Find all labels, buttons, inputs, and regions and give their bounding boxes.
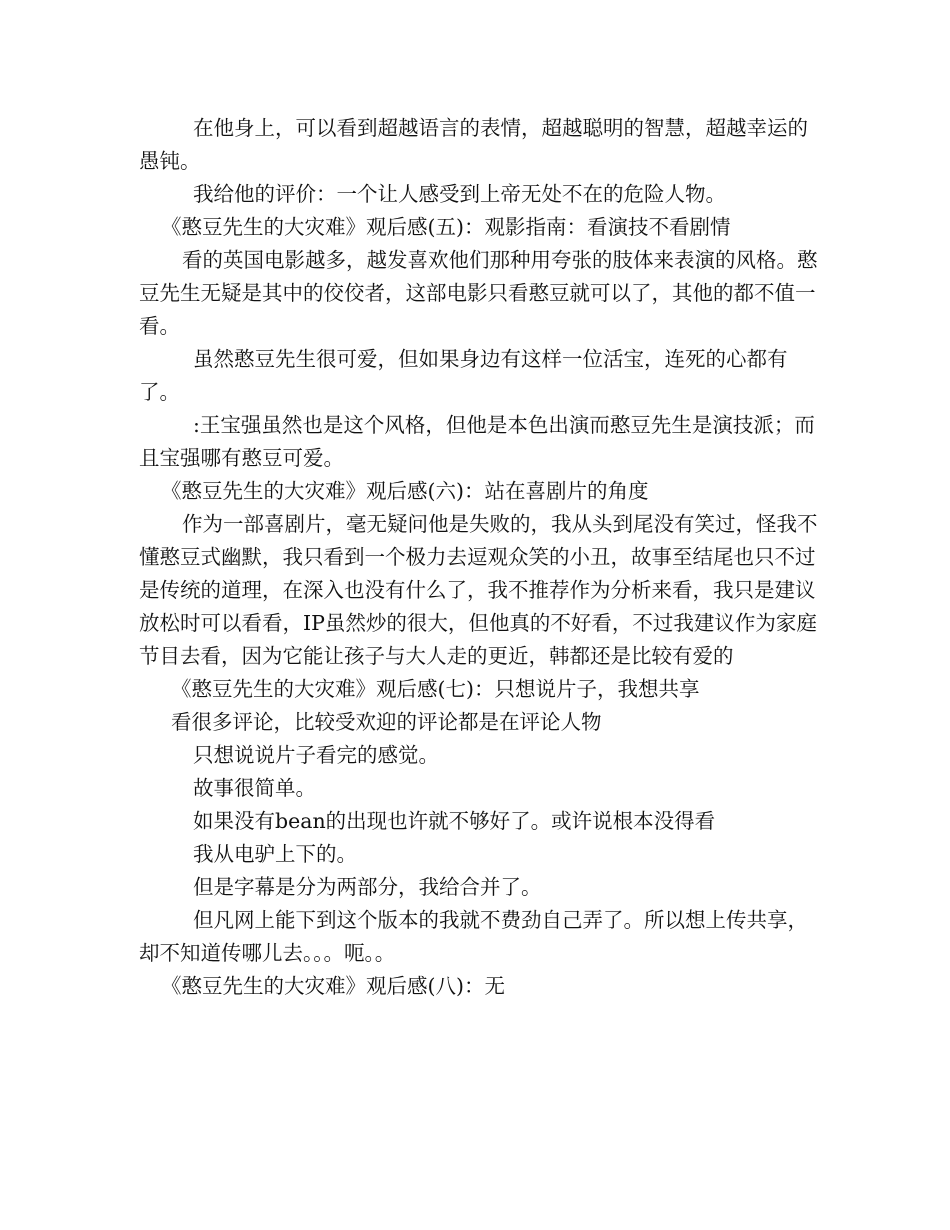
paragraph-9: 故事很简单。 xyxy=(193,776,316,800)
paragraph-5: :王宝强虽然也是这个风格，但他是本色出演而憨豆先生是演技派；而且宝强哪有憨豆可爱。 xyxy=(139,413,815,470)
paragraph-10: 如果没有bean的出现也许就不够好了。或许说根本没得看 xyxy=(193,809,716,833)
section-heading-8: 《憨豆先生的大灾难》观后感(八)：无 xyxy=(161,974,505,998)
paragraph-2: 我给他的评价：一个让人感受到上帝无处不在的危险人物。 xyxy=(193,182,726,206)
paragraph-3: 看的英国电影越多，越发喜欢他们那种用夸张的肢体来表演的风格。憨豆先生无疑是其中的佼佼者，这部电影只看憨豆就可以了，其他的都不值一看。 xyxy=(139,248,818,338)
document-body xyxy=(139,112,819,1003)
paragraph-6: 作为一部喜剧片，毫无疑问他是失败的，我从头到尾没有笑过，怪我不懂憨豆式幽默，我只看到一个极力去逗观众笑的小丑，故事至结尾也只不过是传统的道理，在深入也没有什么了，我不推荐作为分析来看，我只是建议放松时可以看看，IP虽然炒的很大，但他真的不好看，不过我建议作为家庭节目去看，因为它能让孩子与大人走的更近，韩都还是比较有爱的 xyxy=(139,512,818,668)
section-heading-6: 《憨豆先生的大灾难》观后感(六)：站在喜剧片的角度 xyxy=(161,479,649,503)
paragraph-8: 只想说说片子看完的感觉。 xyxy=(193,743,439,767)
section-heading-5: 《憨豆先生的大灾难》观后感(五)：观影指南：看演技不看剧情 xyxy=(161,215,731,239)
section-heading-7: 《憨豆先生的大灾难》观后感(七)：只想说片子，我想共享 xyxy=(171,677,700,701)
paragraph-4: 虽然憨豆先生很可爱，但如果身边有这样一位活宝，连死的心都有了。 xyxy=(139,347,788,404)
paragraph-13: 但凡网上能下到这个版本的我就不费劲自己弄了。所以想上传共享，却不知道传哪儿去。。。呃。。 xyxy=(139,908,808,965)
paragraph-1: 在他身上，可以看到超越语言的表情，超越聪明的智慧，超越幸运的愚钝。 xyxy=(139,116,808,173)
paragraph-11: 我从电驴上下的。 xyxy=(193,842,357,866)
paragraph-7: 看很多评论，比较受欢迎的评论都是在评论人物 xyxy=(171,710,602,734)
paragraph-12: 但是字幕是分为两部分，我给合并了。 xyxy=(193,875,542,899)
